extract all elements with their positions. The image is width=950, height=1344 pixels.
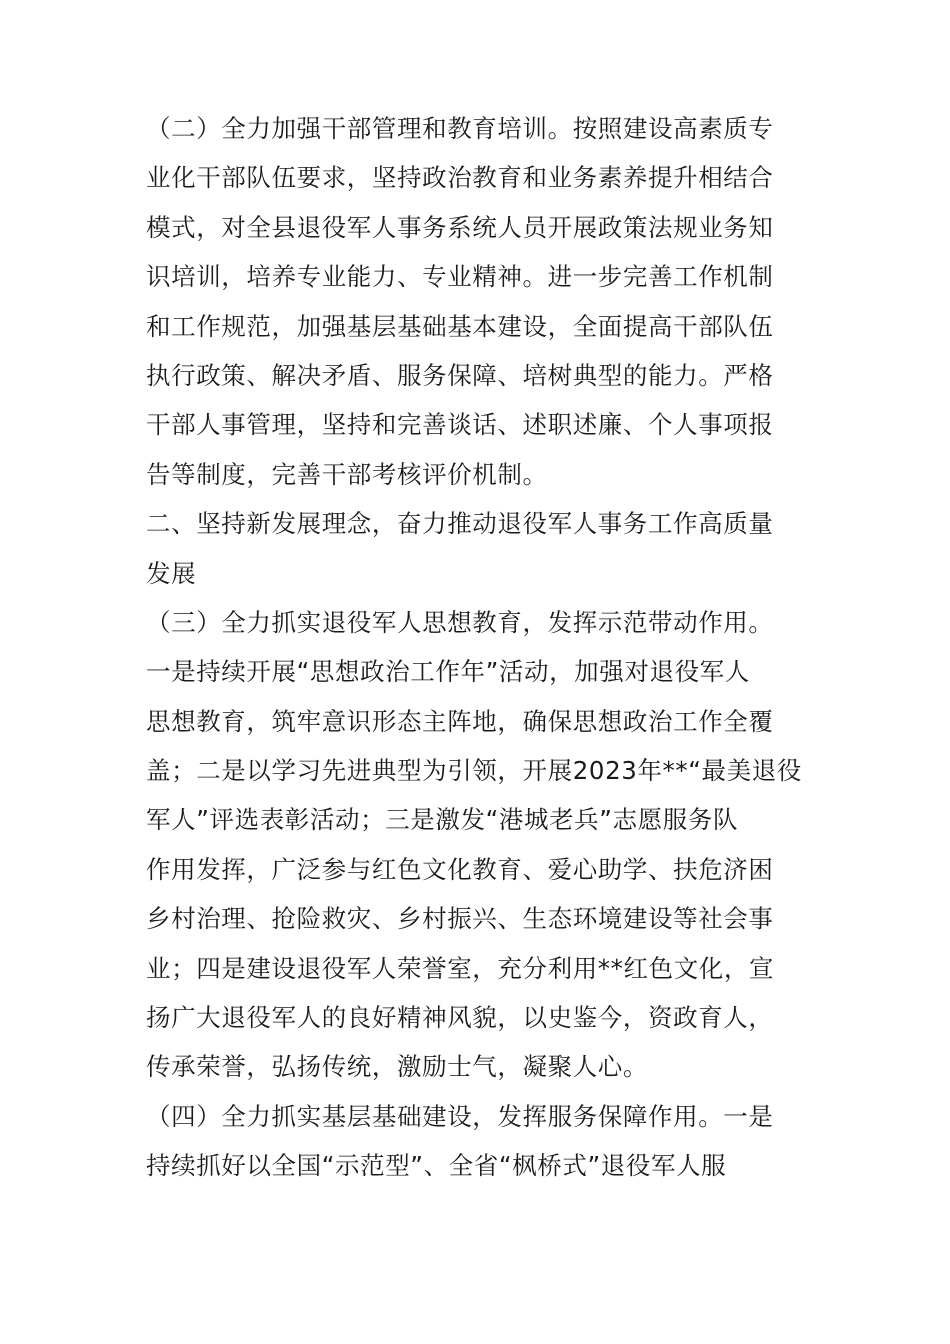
document-body: [146, 104, 811, 1191]
heading-line: 二、坚持新发展理念，奋力推动退役军人事务工作高质量: [146, 509, 774, 539]
text-line: 一是持续开展“思想政治工作年”活动，加强对退役军人: [146, 657, 750, 687]
heading-part-2: [146, 499, 811, 598]
text-line: 和工作规范，加强基层基础基本建设，全面提高干部队伍: [146, 311, 774, 341]
text-line: 持续抓好以全国“示范型”、全省“枫桥式”退役军人服: [146, 1151, 727, 1181]
paragraph-section-2-cadre-training: [146, 104, 811, 499]
text-line: 识培训，培养专业能力、专业精神。进一步完善工作机制: [146, 262, 774, 292]
text-line: 盖；二是以学习先进典型为引领，开展2023年**“最美退役: [146, 756, 802, 786]
text-line: 乡村治理、抢险救灾、乡村振兴、生态环境建设等社会事: [146, 904, 774, 934]
text-line: 执行政策、解决矛盾、服务保障、培树典型的能力。严格: [146, 360, 774, 390]
text-line: （三）全力抓实退役军人思想教育，发挥示范带动作用。: [146, 607, 774, 637]
text-line: 业化干部队伍要求，坚持政治教育和业务素养提升相结合: [146, 163, 774, 193]
text-line: 干部人事管理，坚持和完善谈话、述职述廉、个人事项报: [146, 410, 774, 440]
text-line: （四）全力抓实基层基础建设，发挥服务保障作用。一是: [146, 1101, 774, 1131]
text-line: 业；四是建设退役军人荣誉室，充分利用**红色文化，宣: [146, 953, 775, 983]
text-line: （二）全力加强干部管理和教育培训。按照建设高素质专: [146, 114, 774, 143]
heading-line: 发展: [146, 558, 197, 588]
text-line: 模式，对全县退役军人事务系统人员开展政策法规业务知: [146, 212, 774, 242]
text-line: 传承荣誉，弘扬传统，激励士气，凝聚人心。: [146, 1052, 648, 1082]
text-line: 告等制度，完善干部考核评价机制。: [146, 459, 548, 489]
paragraph-section-3-ideological-education: [146, 598, 811, 1092]
text-line: 扬广大退役军人的良好精神风貌，以史鉴今，资政育人，: [146, 1003, 774, 1033]
text-line: 思想教育，筑牢意识形态主阵地，确保思想政治工作全覆: [146, 706, 774, 736]
text-line: 军人”评选表彰活动；三是激发“港城老兵”志愿服务队: [146, 805, 739, 835]
paragraph-section-4-grassroots: [146, 1092, 811, 1191]
text-line: 作用发挥，广泛参与红色文化教育、爱心助学、扶危济困: [146, 854, 774, 884]
